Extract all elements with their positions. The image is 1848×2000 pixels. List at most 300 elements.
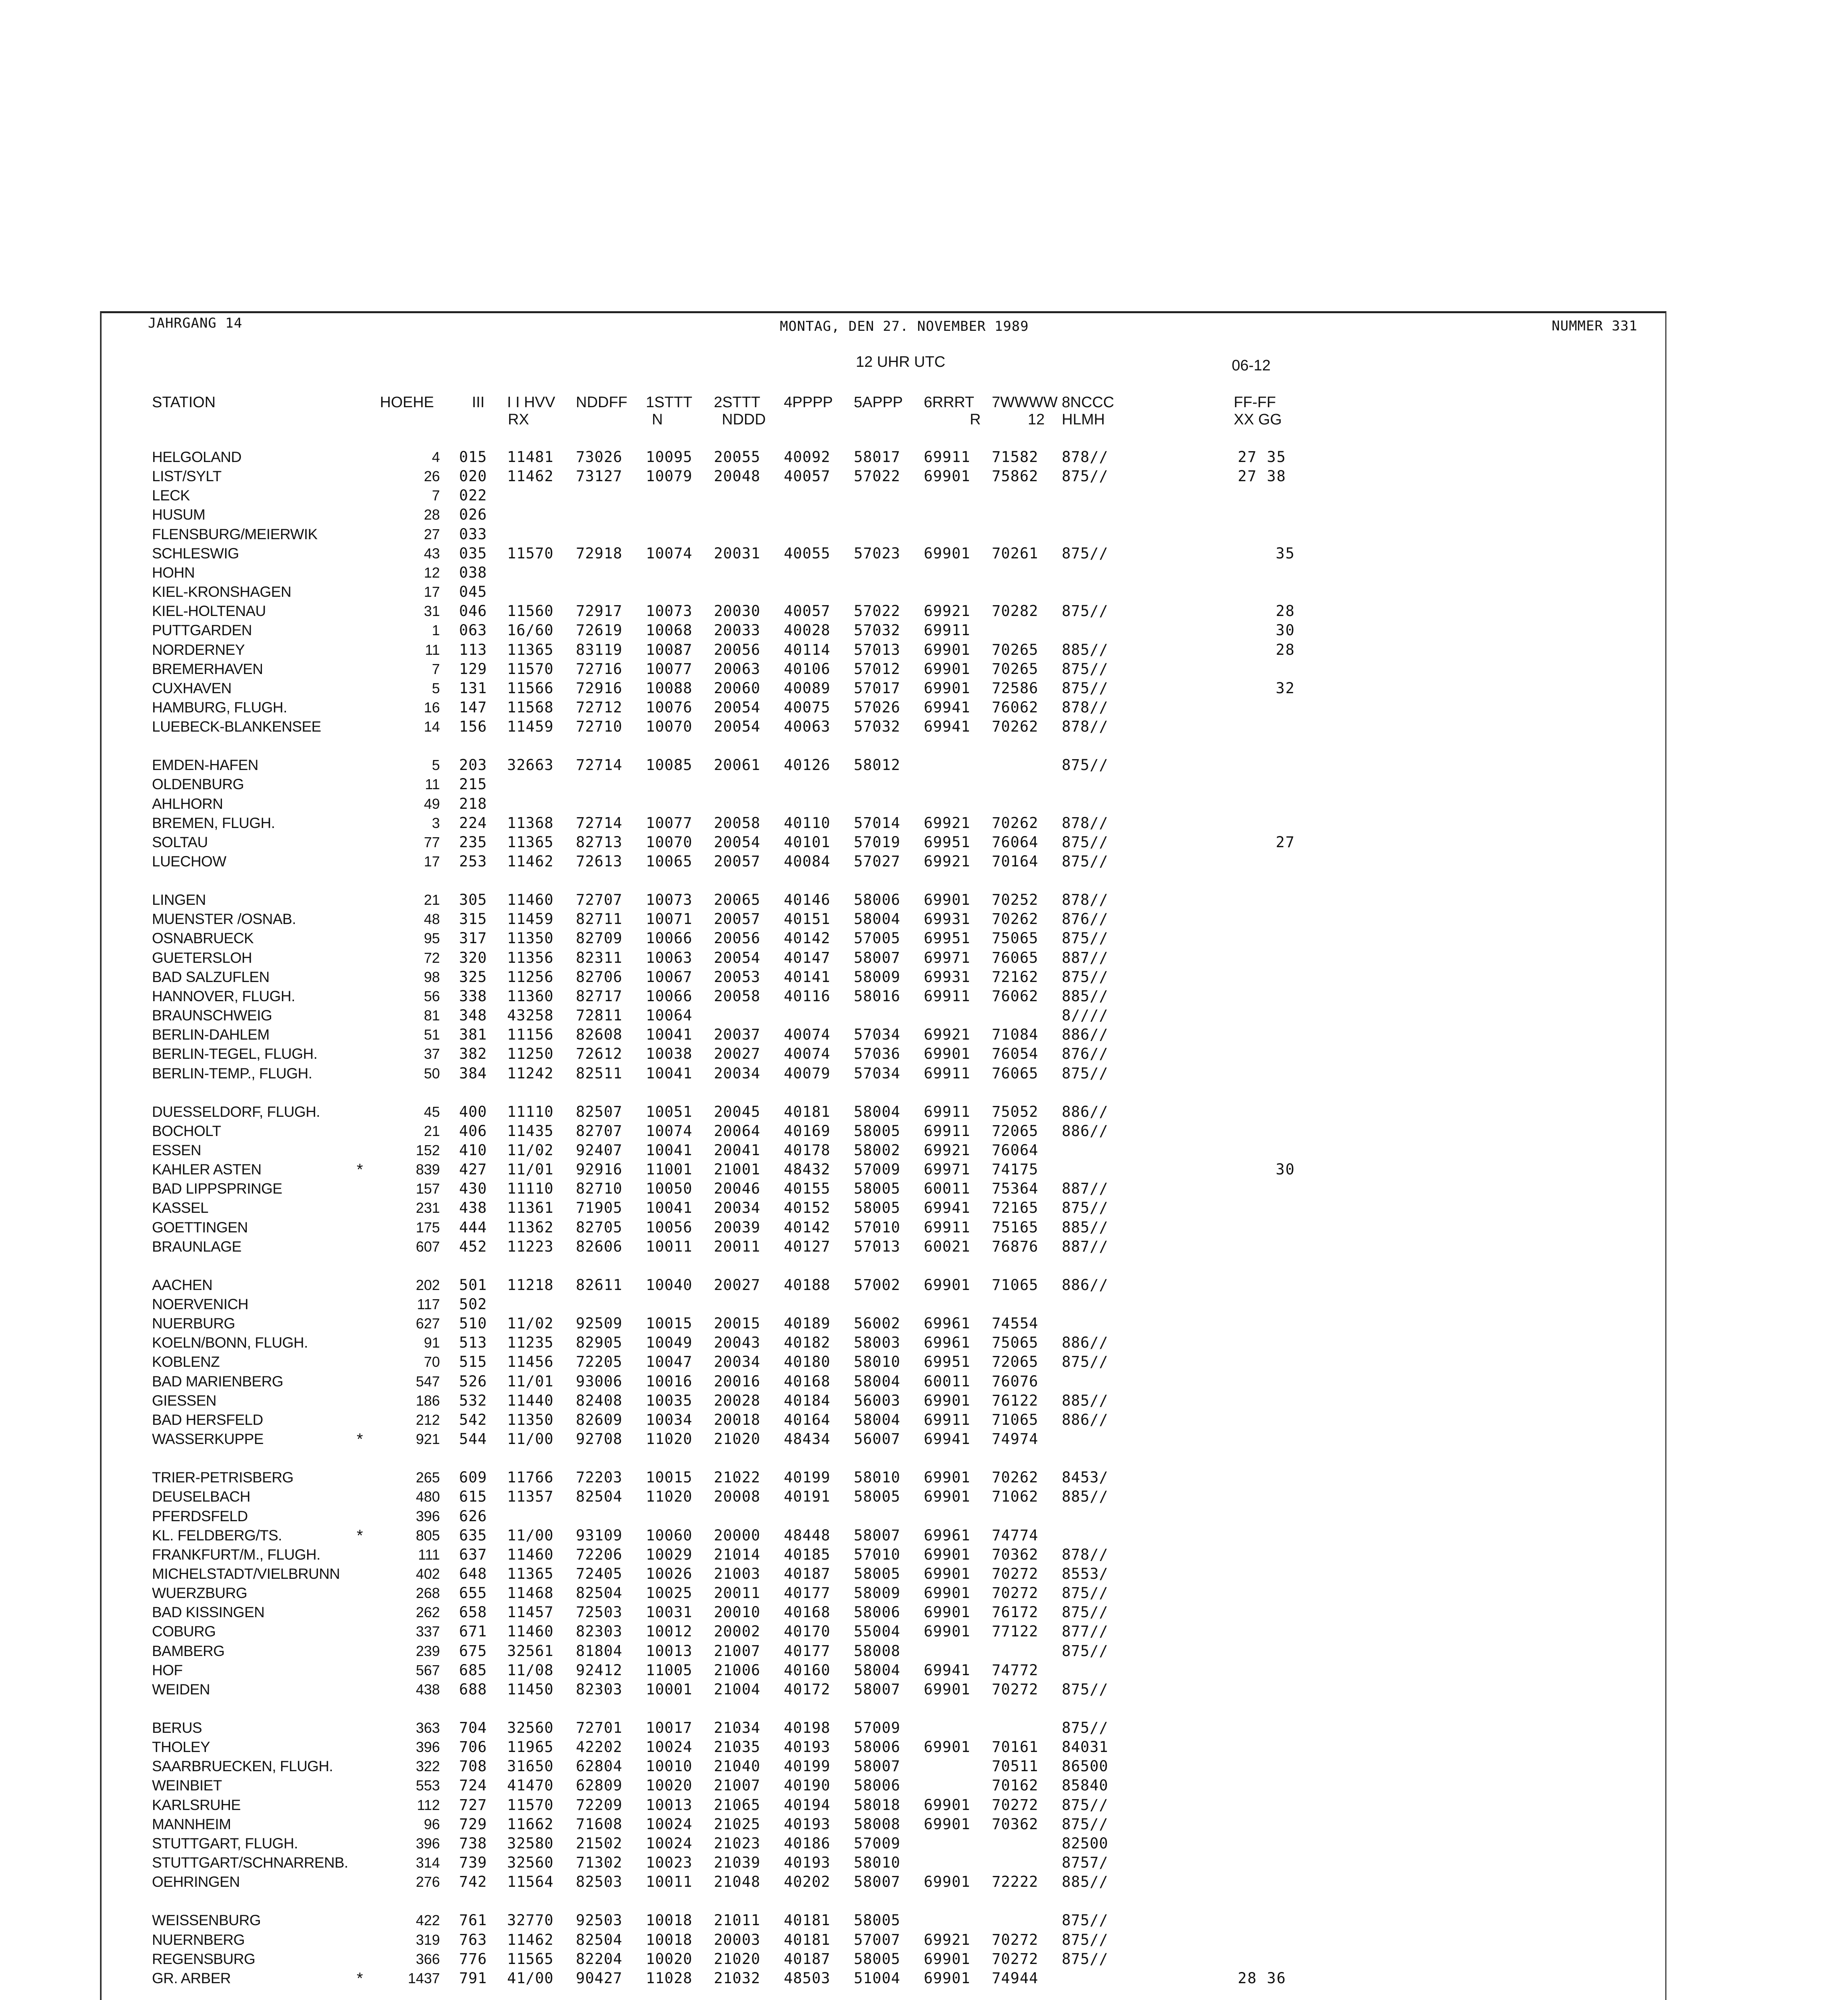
obs-group-1: 11365 — [507, 641, 554, 658]
station-id: 317 — [459, 930, 487, 947]
col-group4-sub: NDDD — [722, 411, 766, 428]
obs-group-8: 70282 — [992, 602, 1039, 620]
obs-group-5: 40055 — [784, 545, 831, 562]
obs-group-5: 40168 — [784, 1604, 831, 1621]
obs-group-6: 58005 — [854, 1180, 901, 1197]
station-height: 337 — [416, 1623, 440, 1640]
obs-group-4: 20056 — [714, 930, 761, 947]
obs-group-9: 878// — [1062, 1546, 1109, 1563]
obs-group-2: 82609 — [576, 1411, 623, 1428]
station-name: WASSERKUPPE — [152, 1431, 264, 1447]
obs-group-5: 40084 — [784, 853, 831, 870]
obs-group-6: 58006 — [854, 891, 901, 908]
station-height: 12 — [424, 564, 440, 581]
station-id: 727 — [459, 1796, 487, 1814]
table-row — [0, 583, 1400, 601]
obs-group-7: 69901 — [924, 1045, 971, 1062]
obs-group-7: 69901 — [924, 680, 971, 697]
obs-group-6: 56007 — [854, 1430, 901, 1448]
obs-group-5: 40079 — [784, 1065, 831, 1082]
obs-group-7: 60011 — [924, 1373, 971, 1390]
obs-group-4: 20016 — [714, 1373, 761, 1390]
obs-group-9: 875// — [1062, 468, 1109, 485]
table-row — [0, 1314, 1400, 1333]
obs-group-2: 82503 — [576, 1873, 623, 1890]
obs-group-4: 21003 — [714, 1565, 761, 1582]
obs-group-1: 11/00 — [507, 1527, 554, 1544]
station-id: 776 — [459, 1950, 487, 1968]
obs-group-5: 40142 — [784, 1219, 831, 1236]
obs-group-5: 40127 — [784, 1238, 831, 1255]
obs-group-3: 10066 — [646, 930, 693, 947]
col-iii: III — [472, 394, 485, 411]
obs-group-4: 20015 — [714, 1315, 761, 1332]
station-name: WEINBIET — [152, 1777, 222, 1794]
obs-group-9: 887// — [1062, 1238, 1109, 1255]
obs-group-1: 11965 — [507, 1738, 554, 1756]
obs-group-4: 21065 — [714, 1796, 761, 1814]
station-name: PUTTGARDEN — [152, 622, 252, 638]
obs-group-4: 21035 — [714, 1738, 761, 1756]
wind-gust: 30 — [1276, 1161, 1295, 1178]
obs-group-6: 58009 — [854, 968, 901, 986]
obs-group-2: 93109 — [576, 1527, 623, 1544]
station-id: 348 — [459, 1007, 487, 1024]
station-id: 215 — [459, 776, 487, 793]
obs-group-4: 20027 — [714, 1276, 761, 1294]
obs-group-5: 40184 — [784, 1392, 831, 1409]
obs-group-4: 20064 — [714, 1122, 761, 1140]
obs-group-4: 20061 — [714, 756, 761, 774]
obs-group-4: 20053 — [714, 968, 761, 986]
table-row — [0, 448, 1400, 466]
station-height: 202 — [416, 1277, 440, 1293]
obs-group-2: 72916 — [576, 680, 623, 697]
obs-group-1: 32560 — [507, 1854, 554, 1871]
obs-group-4: 21004 — [714, 1681, 761, 1698]
station-height: 314 — [416, 1854, 440, 1871]
obs-group-6: 58007 — [854, 1758, 901, 1775]
station-id: 046 — [459, 602, 487, 620]
obs-group-3: 10070 — [646, 834, 693, 851]
station-name: GIESSEN — [152, 1392, 216, 1409]
wind-gust: 28 36 — [1238, 1970, 1287, 1987]
station-id: 022 — [459, 487, 487, 504]
table-row — [0, 1546, 1400, 1564]
obs-group-5: 40199 — [784, 1469, 831, 1486]
obs-group-9: 878// — [1062, 814, 1109, 832]
obs-group-6: 58005 — [854, 1912, 901, 1929]
obs-group-5: 40177 — [784, 1584, 831, 1602]
obs-group-2: 82705 — [576, 1219, 623, 1236]
obs-group-9: 875// — [1062, 930, 1109, 947]
station-id: 708 — [459, 1758, 487, 1775]
obs-group-2: 82311 — [576, 949, 623, 966]
obs-group-7: 69941 — [924, 1199, 971, 1216]
station-height: 268 — [416, 1585, 440, 1601]
obs-group-6: 58005 — [854, 1122, 901, 1140]
obs-group-8: 70511 — [992, 1758, 1039, 1775]
obs-group-8: 76876 — [992, 1238, 1039, 1255]
obs-group-8: 70252 — [992, 891, 1039, 908]
table-row — [0, 1180, 1400, 1198]
obs-group-1: 11568 — [507, 699, 554, 716]
station-height: 152 — [416, 1142, 440, 1158]
obs-group-5: 40193 — [784, 1816, 831, 1833]
station-id: 338 — [459, 988, 487, 1005]
table-row — [0, 756, 1400, 774]
obs-group-5: 48448 — [784, 1527, 831, 1544]
obs-group-3: 10051 — [646, 1103, 693, 1120]
obs-group-6: 58009 — [854, 1584, 901, 1602]
station-name: NUERNBERG — [152, 1932, 245, 1948]
table-row — [0, 1276, 1400, 1294]
obs-group-6: 58006 — [854, 1777, 901, 1794]
obs-group-1: 11350 — [507, 930, 554, 947]
obs-group-2: 82608 — [576, 1026, 623, 1043]
obs-group-1: 11766 — [507, 1469, 554, 1486]
station-id: 156 — [459, 718, 487, 735]
obs-group-9: 885// — [1062, 1219, 1109, 1236]
obs-group-6: 58008 — [854, 1816, 901, 1833]
station-name: FRANKFURT/M., FLUGH. — [152, 1546, 320, 1563]
wind-gust: 28 — [1276, 641, 1295, 658]
obs-group-3: 10038 — [646, 1045, 693, 1062]
table-row — [0, 775, 1400, 794]
obs-group-4: 21007 — [714, 1642, 761, 1660]
obs-group-4: 21039 — [714, 1854, 761, 1871]
obs-group-6: 56003 — [854, 1392, 901, 1409]
wind-gust: 27 — [1276, 834, 1295, 851]
obs-group-5: 40202 — [784, 1873, 831, 1890]
station-name: KIEL-KRONSHAGEN — [152, 584, 292, 600]
station-height: 112 — [417, 1797, 440, 1813]
table-row — [0, 1931, 1400, 1949]
obs-group-1: 32770 — [507, 1912, 554, 1929]
obs-group-7: 69961 — [924, 1334, 971, 1351]
station-height: 37 — [424, 1046, 440, 1062]
table-row — [0, 1199, 1400, 1217]
station-height: 43 — [424, 545, 440, 562]
obs-group-2: 72206 — [576, 1546, 623, 1563]
obs-group-4: 21032 — [714, 1970, 761, 1987]
obs-group-8: 71065 — [992, 1276, 1039, 1294]
obs-group-3: 10077 — [646, 660, 693, 678]
obs-group-7: 69921 — [924, 814, 971, 832]
obs-group-4: 20034 — [714, 1199, 761, 1216]
obs-group-1: 31650 — [507, 1758, 554, 1775]
obs-group-9: 875// — [1062, 1353, 1109, 1370]
station-id: 515 — [459, 1353, 487, 1370]
obs-group-8: 70362 — [992, 1546, 1039, 1563]
obs-group-7: 69911 — [924, 1122, 971, 1140]
station-height: 27 — [424, 526, 440, 542]
obs-group-2: 82717 — [576, 988, 623, 1005]
obs-group-6: 58004 — [854, 1103, 901, 1120]
obs-group-2: 83119 — [576, 641, 623, 658]
mountain-station-marker: * — [357, 1430, 363, 1448]
issue-number: NUMMER 331 — [1552, 318, 1638, 334]
station-id: 532 — [459, 1392, 487, 1409]
obs-group-6: 51004 — [854, 1970, 901, 1987]
station-id: 430 — [459, 1180, 487, 1197]
obs-group-2: 93006 — [576, 1373, 623, 1390]
obs-group-1: 32580 — [507, 1835, 554, 1852]
obs-group-7: 60021 — [924, 1238, 971, 1255]
obs-group-1: 11360 — [507, 988, 554, 1005]
obs-group-4: 21011 — [714, 1912, 761, 1929]
station-height: 607 — [416, 1238, 440, 1255]
obs-group-9: 886// — [1062, 1103, 1109, 1120]
obs-group-4: 20043 — [714, 1334, 761, 1351]
station-id: 609 — [459, 1469, 487, 1486]
obs-group-4: 20028 — [714, 1392, 761, 1409]
station-height: 422 — [416, 1912, 440, 1928]
obs-group-5: 40101 — [784, 834, 831, 851]
station-height: 567 — [416, 1662, 440, 1678]
station-name: DEUSELBACH — [152, 1488, 250, 1505]
obs-group-8: 75165 — [992, 1219, 1039, 1236]
obs-group-3: 10013 — [646, 1796, 693, 1814]
obs-group-1: 43258 — [507, 1007, 554, 1024]
obs-group-9: 875// — [1062, 1912, 1109, 1929]
obs-group-4: 20054 — [714, 949, 761, 966]
obs-group-3: 10015 — [646, 1315, 693, 1332]
obs-group-5: 40142 — [784, 930, 831, 947]
obs-group-7: 69901 — [924, 641, 971, 658]
obs-group-8: 76065 — [992, 1065, 1039, 1082]
station-id: 706 — [459, 1738, 487, 1756]
station-id: 406 — [459, 1122, 487, 1140]
station-name: SOLTAU — [152, 834, 208, 850]
obs-group-8: 70272 — [992, 1584, 1039, 1602]
table-row — [0, 1776, 1400, 1795]
obs-group-9: 886// — [1062, 1122, 1109, 1140]
obs-group-5: 40074 — [784, 1045, 831, 1062]
station-id: 739 — [459, 1854, 487, 1871]
obs-group-7: 69901 — [924, 1584, 971, 1602]
obs-group-4: 21020 — [714, 1430, 761, 1448]
obs-group-2: 72619 — [576, 622, 623, 639]
obs-group-6: 57005 — [854, 930, 901, 947]
obs-group-2: 81804 — [576, 1642, 623, 1660]
obs-group-7: 69961 — [924, 1527, 971, 1544]
station-height: 175 — [416, 1219, 440, 1236]
obs-group-2: 72811 — [576, 1007, 623, 1024]
wind-gust: 27 35 — [1238, 448, 1287, 466]
obs-group-5: 48503 — [784, 1970, 831, 1987]
obs-group-6: 57032 — [854, 622, 901, 639]
obs-group-9: 876// — [1062, 1045, 1109, 1062]
obs-group-9: 875// — [1062, 1642, 1109, 1660]
obs-group-3: 10065 — [646, 853, 693, 870]
station-name: BERLIN-DAHLEM — [152, 1026, 270, 1043]
col-group7-sub: R — [970, 411, 981, 428]
station-id: 305 — [459, 891, 487, 908]
station-height: 98 — [424, 969, 440, 985]
obs-group-5: 40182 — [784, 1334, 831, 1351]
obs-group-2: 72714 — [576, 756, 623, 774]
obs-group-3: 10073 — [646, 891, 693, 908]
station-name: HANNOVER, FLUGH. — [152, 988, 295, 1004]
station-id: 635 — [459, 1527, 487, 1544]
station-height: 157 — [416, 1180, 440, 1197]
obs-group-8: 74974 — [992, 1430, 1039, 1448]
obs-group-2: 90427 — [576, 1970, 623, 1987]
obs-group-5: 40028 — [784, 622, 831, 639]
obs-group-6: 57010 — [854, 1219, 901, 1236]
station-height: 3 — [432, 815, 440, 831]
table-row — [0, 1854, 1400, 1872]
obs-group-5: 40057 — [784, 468, 831, 485]
obs-group-8: 70262 — [992, 1469, 1039, 1486]
obs-group-2: 82303 — [576, 1681, 623, 1698]
obs-group-2: 72917 — [576, 602, 623, 620]
obs-group-2: 71905 — [576, 1199, 623, 1216]
obs-group-1: 11110 — [507, 1103, 554, 1120]
col-group8-sub: 12 — [1028, 411, 1045, 428]
station-id: 224 — [459, 814, 487, 832]
obs-group-4: 20011 — [714, 1584, 761, 1602]
obs-group-7: 69911 — [924, 1103, 971, 1120]
obs-group-2: 72918 — [576, 545, 623, 562]
obs-group-5: 40172 — [784, 1681, 831, 1698]
station-id: 035 — [459, 545, 487, 562]
obs-group-3: 10024 — [646, 1835, 693, 1852]
table-row — [0, 968, 1400, 986]
obs-group-7: 69911 — [924, 1065, 971, 1082]
obs-group-6: 57014 — [854, 814, 901, 832]
station-height: 231 — [416, 1200, 440, 1216]
obs-group-8: 72222 — [992, 1873, 1039, 1890]
obs-group-2: 72405 — [576, 1565, 623, 1582]
station-id: 452 — [459, 1238, 487, 1255]
wind-gust: 30 — [1276, 622, 1295, 639]
obs-group-5: 40186 — [784, 1835, 831, 1852]
obs-group-2: 72714 — [576, 814, 623, 832]
obs-group-6: 57036 — [854, 1045, 901, 1062]
obs-group-5: 40181 — [784, 1931, 831, 1948]
obs-group-2: 72203 — [576, 1469, 623, 1486]
col-group3: 1STTT — [646, 394, 693, 411]
mountain-station-marker: * — [357, 1527, 363, 1544]
table-row — [0, 987, 1400, 1006]
obs-group-2: 72712 — [576, 699, 623, 716]
station-name: BAD KISSINGEN — [152, 1604, 265, 1620]
obs-group-1: 11462 — [507, 468, 554, 485]
station-name: SCHLESWIG — [152, 545, 239, 562]
obs-group-4: 20048 — [714, 468, 761, 485]
obs-group-5: 48434 — [784, 1430, 831, 1448]
station-id: 203 — [459, 756, 487, 774]
obs-group-2: 82504 — [576, 1584, 623, 1602]
obs-group-1: 11440 — [507, 1392, 554, 1409]
station-height: 56 — [424, 988, 440, 1004]
station-id: 147 — [459, 699, 487, 716]
station-name: REGENSBURG — [152, 1951, 256, 1967]
station-name: STUTTGART/SCHNARRENB. — [152, 1854, 348, 1871]
col-group3-sub: N — [652, 411, 663, 428]
station-name: PFERDSFELD — [152, 1508, 248, 1524]
obs-group-8: 70272 — [992, 1796, 1039, 1814]
obs-group-9: 875// — [1062, 1950, 1109, 1968]
obs-group-7: 69901 — [924, 1469, 971, 1486]
obs-group-9: 875// — [1062, 1065, 1109, 1082]
table-row — [0, 1815, 1400, 1834]
station-height: 402 — [416, 1566, 440, 1582]
obs-group-7: 69971 — [924, 949, 971, 966]
obs-group-9: 878// — [1062, 448, 1109, 466]
station-name: NUERBURG — [152, 1315, 235, 1332]
table-row — [0, 641, 1400, 659]
obs-group-3: 10026 — [646, 1565, 693, 1582]
station-id: 791 — [459, 1970, 487, 1987]
obs-group-5: 40126 — [784, 756, 831, 774]
obs-group-7: 69901 — [924, 1392, 971, 1409]
col-group5: 4PPPP — [784, 394, 833, 411]
obs-group-1: 11250 — [507, 1045, 554, 1062]
col-group7: 6RRRT — [924, 394, 974, 411]
station-id: 675 — [459, 1642, 487, 1660]
station-height: 319 — [416, 1932, 440, 1948]
obs-group-8: 76064 — [992, 1142, 1039, 1159]
table-row — [0, 506, 1400, 524]
station-name: BRAUNLAGE — [152, 1238, 242, 1255]
obs-group-6: 57017 — [854, 680, 901, 697]
obs-group-9: 875// — [1062, 545, 1109, 562]
obs-group-3: 10017 — [646, 1719, 693, 1736]
obs-group-6: 58004 — [854, 1373, 901, 1390]
station-name: BAD LIPPSPRINGE — [152, 1180, 282, 1197]
station-height: 11 — [425, 642, 440, 658]
obs-group-7: 69941 — [924, 1662, 971, 1679]
obs-group-1: 11242 — [507, 1065, 554, 1082]
obs-group-8: 70262 — [992, 910, 1039, 928]
obs-group-5: 40194 — [784, 1796, 831, 1814]
obs-group-9: 875// — [1062, 1199, 1109, 1216]
obs-group-9: 875// — [1062, 602, 1109, 620]
obs-group-2: 92708 — [576, 1430, 623, 1448]
col-group6: 5APPP — [854, 394, 903, 411]
obs-group-4: 20041 — [714, 1142, 761, 1159]
obs-group-1: 11365 — [507, 834, 554, 851]
obs-group-2: 92509 — [576, 1315, 623, 1332]
table-row — [0, 1026, 1400, 1044]
obs-group-6: 58007 — [854, 949, 901, 966]
table-row — [0, 795, 1400, 813]
station-height: 117 — [417, 1296, 440, 1312]
obs-group-7: 69951 — [924, 930, 971, 947]
obs-group-5: 40188 — [784, 1276, 831, 1294]
obs-group-1: 11361 — [507, 1199, 554, 1216]
station-height: 1 — [432, 622, 440, 638]
obs-group-3: 10012 — [646, 1623, 693, 1640]
obs-group-5: 40198 — [784, 1719, 831, 1736]
table-row — [0, 1103, 1400, 1121]
obs-group-4: 20054 — [714, 834, 761, 851]
mountain-station-marker: * — [357, 1970, 363, 1987]
station-id: 045 — [459, 583, 487, 600]
obs-group-2: 72716 — [576, 660, 623, 678]
obs-group-1: 11223 — [507, 1238, 554, 1255]
table-row — [0, 544, 1400, 563]
station-name: HUSUM — [152, 506, 206, 523]
table-row — [0, 1526, 1400, 1545]
station-height: 480 — [416, 1488, 440, 1505]
obs-group-2: 92412 — [576, 1662, 623, 1679]
station-name: WEISSENBURG — [152, 1912, 261, 1928]
volume-label: JAHRGANG 14 — [148, 315, 243, 331]
